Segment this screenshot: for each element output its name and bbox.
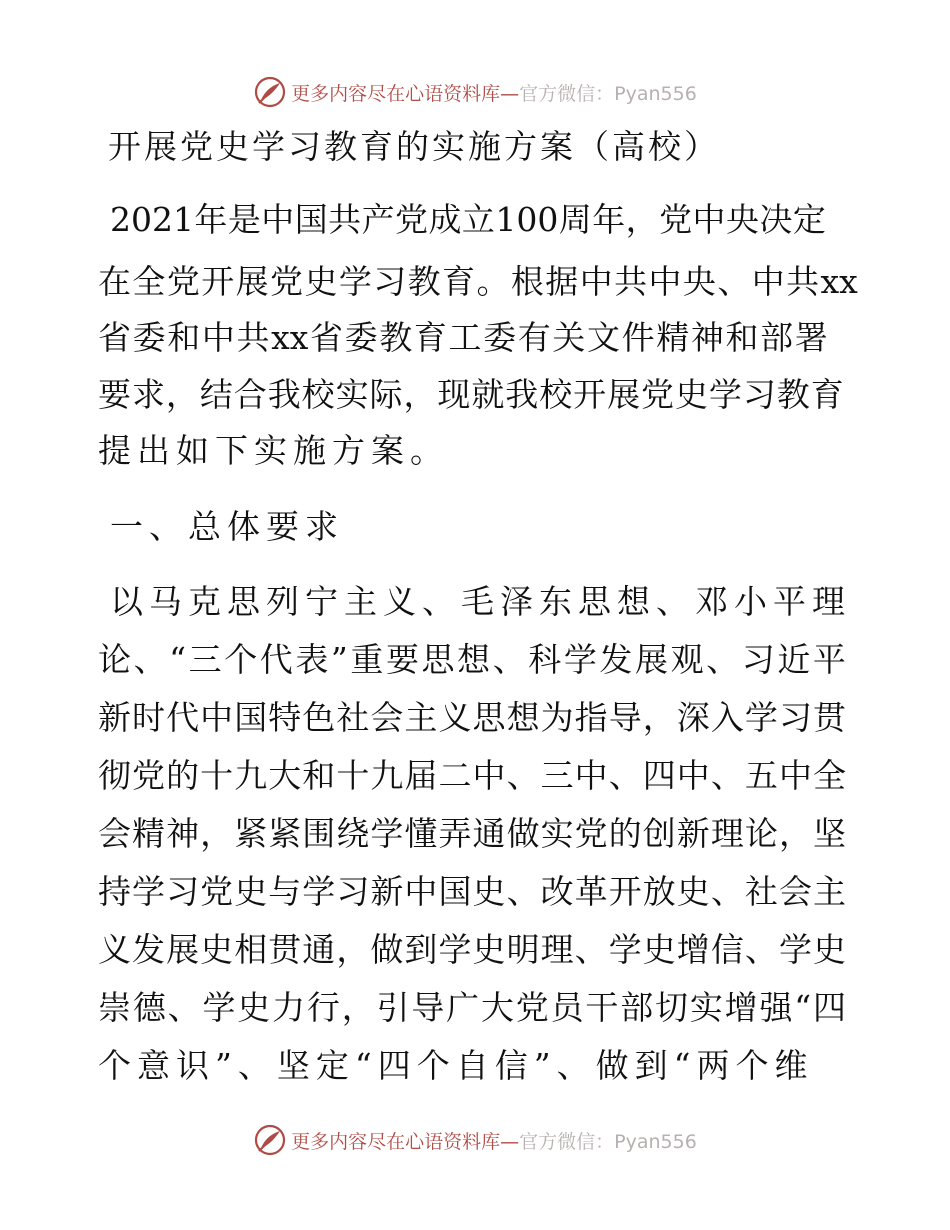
- paragraph-line: 持 学 习 党 史 与 学 习 新 中 国 史 、 改 革 开 放 史 、 社 会 主: [98, 872, 846, 911]
- feather-pen-logo-icon: [253, 1123, 287, 1157]
- paragraph-line: 崇 德 、 学 史 力 行 ， 引 导 广 大 党 员 干 部 切 实 增 强 “ 四: [98, 988, 846, 1027]
- paragraph-line: 义 发 展 史 相 贯 通 ， 做 到 学 史 明 理 、 学 史 增 信 、 学 史: [98, 930, 846, 969]
- watermark-wechat: 官方微信：Pyan556: [519, 1130, 697, 1153]
- watermark-wechat: 官方微信：Pyan556: [519, 82, 697, 105]
- paragraph-line: 新 时 代 中 国 特 色 社 会 主 义 思 想 为 指 导 ， 深 入 学 习 贯: [98, 698, 846, 737]
- feather-pen-logo-icon: [253, 75, 287, 109]
- watermark-text: 更多内容尽在心语资料库—: [291, 82, 520, 105]
- section-heading: 一、总体要求: [110, 507, 344, 546]
- paragraph-line: 彻 党 的 十 九 大 和 十 九 届 二 中 、 三 中 、 四 中 、 五 中 全: [98, 756, 846, 795]
- paragraph-line: 省 委 和 中 共 xx 省 委 教 育 工 委 有 关 文 件 精 神 和 部 署: [98, 318, 828, 357]
- paragraph-line: 论 、 “ 三 个 代 表 ” 重 要 思 想 、 科 学 发 展 观 、 习 近 平: [98, 640, 846, 679]
- paragraph-line: 在 全 党 开 展 党 史 学 习 教 育 。 根 据 中 共 中 央 、 中 共 xx: [98, 262, 858, 301]
- paragraph-line: 2021 年 是 中 国 共 产 党 成 立 100 周 年 ， 党 中 央 决 定: [110, 200, 826, 239]
- document-title: 开展党史学习教育的实施方案（高校）: [108, 127, 720, 166]
- paragraph-line: 提出如下实施方案。: [98, 431, 449, 470]
- watermark-banner-top: [0, 72, 950, 112]
- watermark-text: 更多内容尽在心语资料库—: [291, 1130, 520, 1153]
- paragraph-line: 要 求 ， 结 合 我 校 实 际 ， 现 就 我 校 开 展 党 史 学 习 教 育: [98, 375, 844, 414]
- paragraph-line: 以马克思列宁主义、毛泽东思想、邓小平理: [110, 582, 851, 621]
- paragraph-line: 会 精 神 ， 紧 紧 围 绕 学 懂 弄 通 做 实 党 的 创 新 理 论 ， 坚: [98, 814, 846, 853]
- paragraph-line: 个意识”、坚定“四个自信”、做到“两个维: [98, 1046, 814, 1085]
- watermark-banner-bottom: [0, 1120, 950, 1160]
